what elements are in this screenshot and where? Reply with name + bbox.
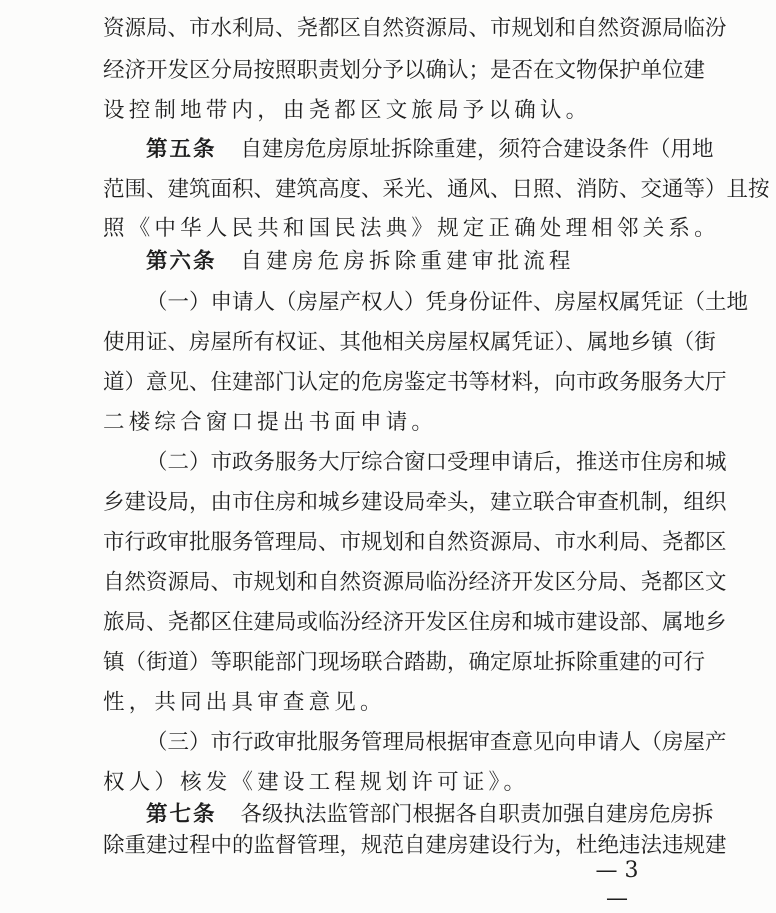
text-line: 资源局、市水利局、尧都区自然资源局、市规划和自然资源局临汾 xyxy=(103,16,727,41)
text-line: 镇（街道）等职能部门现场联合踏勘，确定原址拆除重建的可行 xyxy=(103,650,706,675)
article-7 xyxy=(146,800,714,830)
text-line: （二）市政务服务大厅综合窗口受理申请后，推送市住房和城 xyxy=(146,450,727,475)
text-line: 范围、建筑面积、建筑高度、采光、通风、日照、消防、交通等）且按 xyxy=(103,177,770,202)
text-line: （一）申请人（房屋产权人）凭身份证件、房屋权属凭证（土地 xyxy=(146,290,749,315)
text-line: 经济开发区分局按照职责划分予以确认；是否在文物保护单位建 xyxy=(103,58,706,83)
text-line: 设控制地带内，由尧都区文旅局予以确认。 xyxy=(103,98,592,123)
text-line: 性，共同出具审查意见。 xyxy=(103,690,386,715)
article-text: 各级执法监管部门根据各自职责加强自建房危房拆 xyxy=(240,802,714,827)
text-line: 除重建过程中的监督管理，规范自建房建设行为，杜绝违法违规建 xyxy=(103,833,727,858)
article-5 xyxy=(146,135,714,165)
text-line: 使用证、房屋所有权证、其他相关房屋权属凭证）、属地乡镇（街 xyxy=(103,330,716,355)
article-label: 第六条 xyxy=(146,249,217,274)
article-label: 第五条 xyxy=(146,137,217,162)
article-label: 第七条 xyxy=(146,802,217,827)
page-number: — 3 — xyxy=(595,858,639,911)
text-line: 自然资源局、市规划和自然资源局临汾经济开发区分局、尧都区文 xyxy=(103,570,727,595)
article-text: 自建房危房拆除重建审批流程 xyxy=(240,249,575,274)
text-line: 乡建设局，由市住房和城乡建设局牵头，建立联合审查机制，组织 xyxy=(103,490,727,515)
text-line: 权人）核发《建设工程规划许可证》。 xyxy=(103,770,530,795)
text-line: 二楼综合窗口提出书面申请。 xyxy=(103,410,438,435)
article-text: 自建房危房原址拆除重建，须符合建设条件（用地 xyxy=(240,137,714,162)
text-line: 照《中华人民共和国民法典》规定正确处理相邻关系。 xyxy=(103,216,720,241)
text-line: 道）意见、住建部门认定的危房鉴定书等材料，向市政务服务大厅 xyxy=(103,370,727,395)
text-line: （三）市行政审批服务管理局根据审查意见向申请人（房屋产 xyxy=(146,730,727,755)
text-line: 旅局、尧都区住建局或临汾经济开发区住房和城市建设部、属地乡 xyxy=(103,610,727,635)
text-line: 市行政审批服务管理局、市规划和自然资源局、市水利局、尧都区 xyxy=(103,530,727,555)
article-6 xyxy=(146,247,675,277)
